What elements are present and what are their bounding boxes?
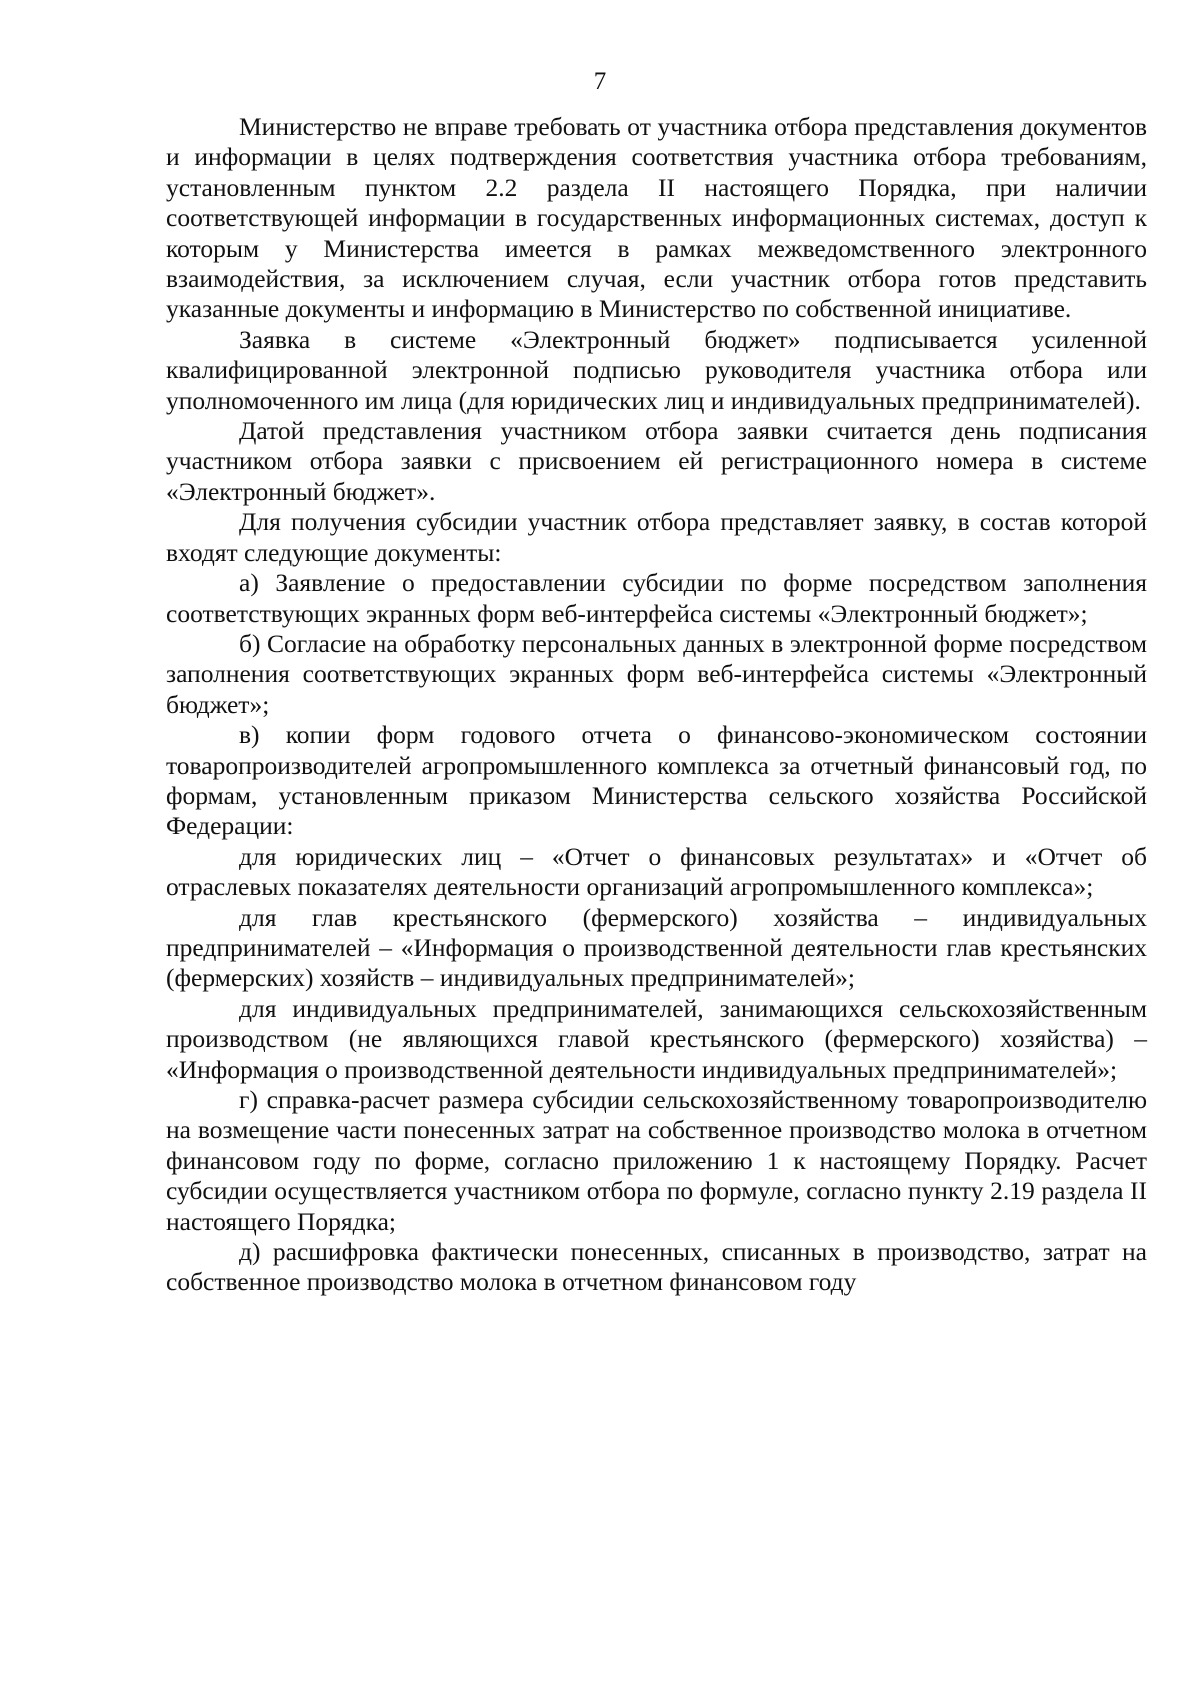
paragraph-ministry-requirements: Министерство не вправе требовать от участника отбора представления документов и информации в целях подтверждения соответствия участника отбора требованиям, установленным пунктом 2.2 раздела II настоящего Порядка, при наличии соответствующей информации в государственных информационных системах, доступ к которым у Министерства имеется в рамках межведомственного электронного взаимодействия, за исключением случая, если участник отбора готов представить указанные документы и информацию в Министерство по собственной инициативе. xyxy=(166,112,1147,324)
list-item-g: г) справка-расчет размера субсидии сельскохозяйственному товаропроизводителю на возмещение части понесенных затрат на собственное производство молока в отчетном финансовом году по форме, согласно приложению 1 к настоящему Порядку. Расчет субсидии осуществляется участником отбора по формуле, согласно пункту 2.19 раздела II настоящего Порядка; xyxy=(166,1085,1147,1236)
list-subitem-legal-entities: для юридических лиц – «Отчет о финансовых результатах» и «Отчет об отраслевых показателях деятельности организаций агропромышленного комплекса»; xyxy=(166,841,1147,902)
list-item-v: в) копии форм годового отчета о финансово-экономическом состоянии товаропроизводителей агропромышленного комплекса за отчетный финансовый год, по формам, установленным приказом Министерства сельского хозяйства Российской Федерации: xyxy=(166,720,1147,841)
list-item-a: а) Заявление о предоставлении субсидии по форме посредством заполнения соответствующих экранных форм веб-интерфейса системы «Электронный бюджет»; xyxy=(166,568,1147,628)
list-item-d: д) расшифровка фактически понесенных, списанных в производство, затрат на собственное производство молока в отчетном финансовом году xyxy=(166,1237,1147,1297)
paragraph-documents-intro: Для получения субсидии участник отбора представляет заявку, в состав которой входят следующие документы: xyxy=(166,507,1147,567)
paragraph-submission-date: Датой представления участником отбора заявки считается день подписания участником отбора заявки с присвоением ей регистрационного номера в системе «Электронный бюджет». xyxy=(166,416,1147,506)
document-body xyxy=(166,112,1147,1298)
list-item-b: б) Согласие на обработку персональных данных в электронной форме посредством заполнения соответствующих экранных форм веб-интерфейса системы «Электронный бюджет»; xyxy=(166,628,1147,719)
list-subitem-farm-heads: для глав крестьянского (фермерского) хозяйства – индивидуальных предпринимателей – «Информация о производственной деятельности глав крестьянских (фермерских) хозяйств – индивидуальных предпринимателей»; xyxy=(166,902,1147,993)
list-subitem-individual-entrepreneurs: для индивидуальных предпринимателей, занимающихся сельскохозяйственным производством (не являющихся главой крестьянского (фермерского) хозяйства) – «Информация о производственной деятельности индивидуальных предпринимателей»; xyxy=(166,993,1147,1084)
page-number: 7 xyxy=(593,68,607,95)
paragraph-application-signature: Заявка в системе «Электронный бюджет» подписывается усиленной квалифицированной электронной подписью руководителя участника отбора или уполномоченного им лица (для юридических лиц и индивидуальных предпринимателей). xyxy=(166,324,1147,415)
